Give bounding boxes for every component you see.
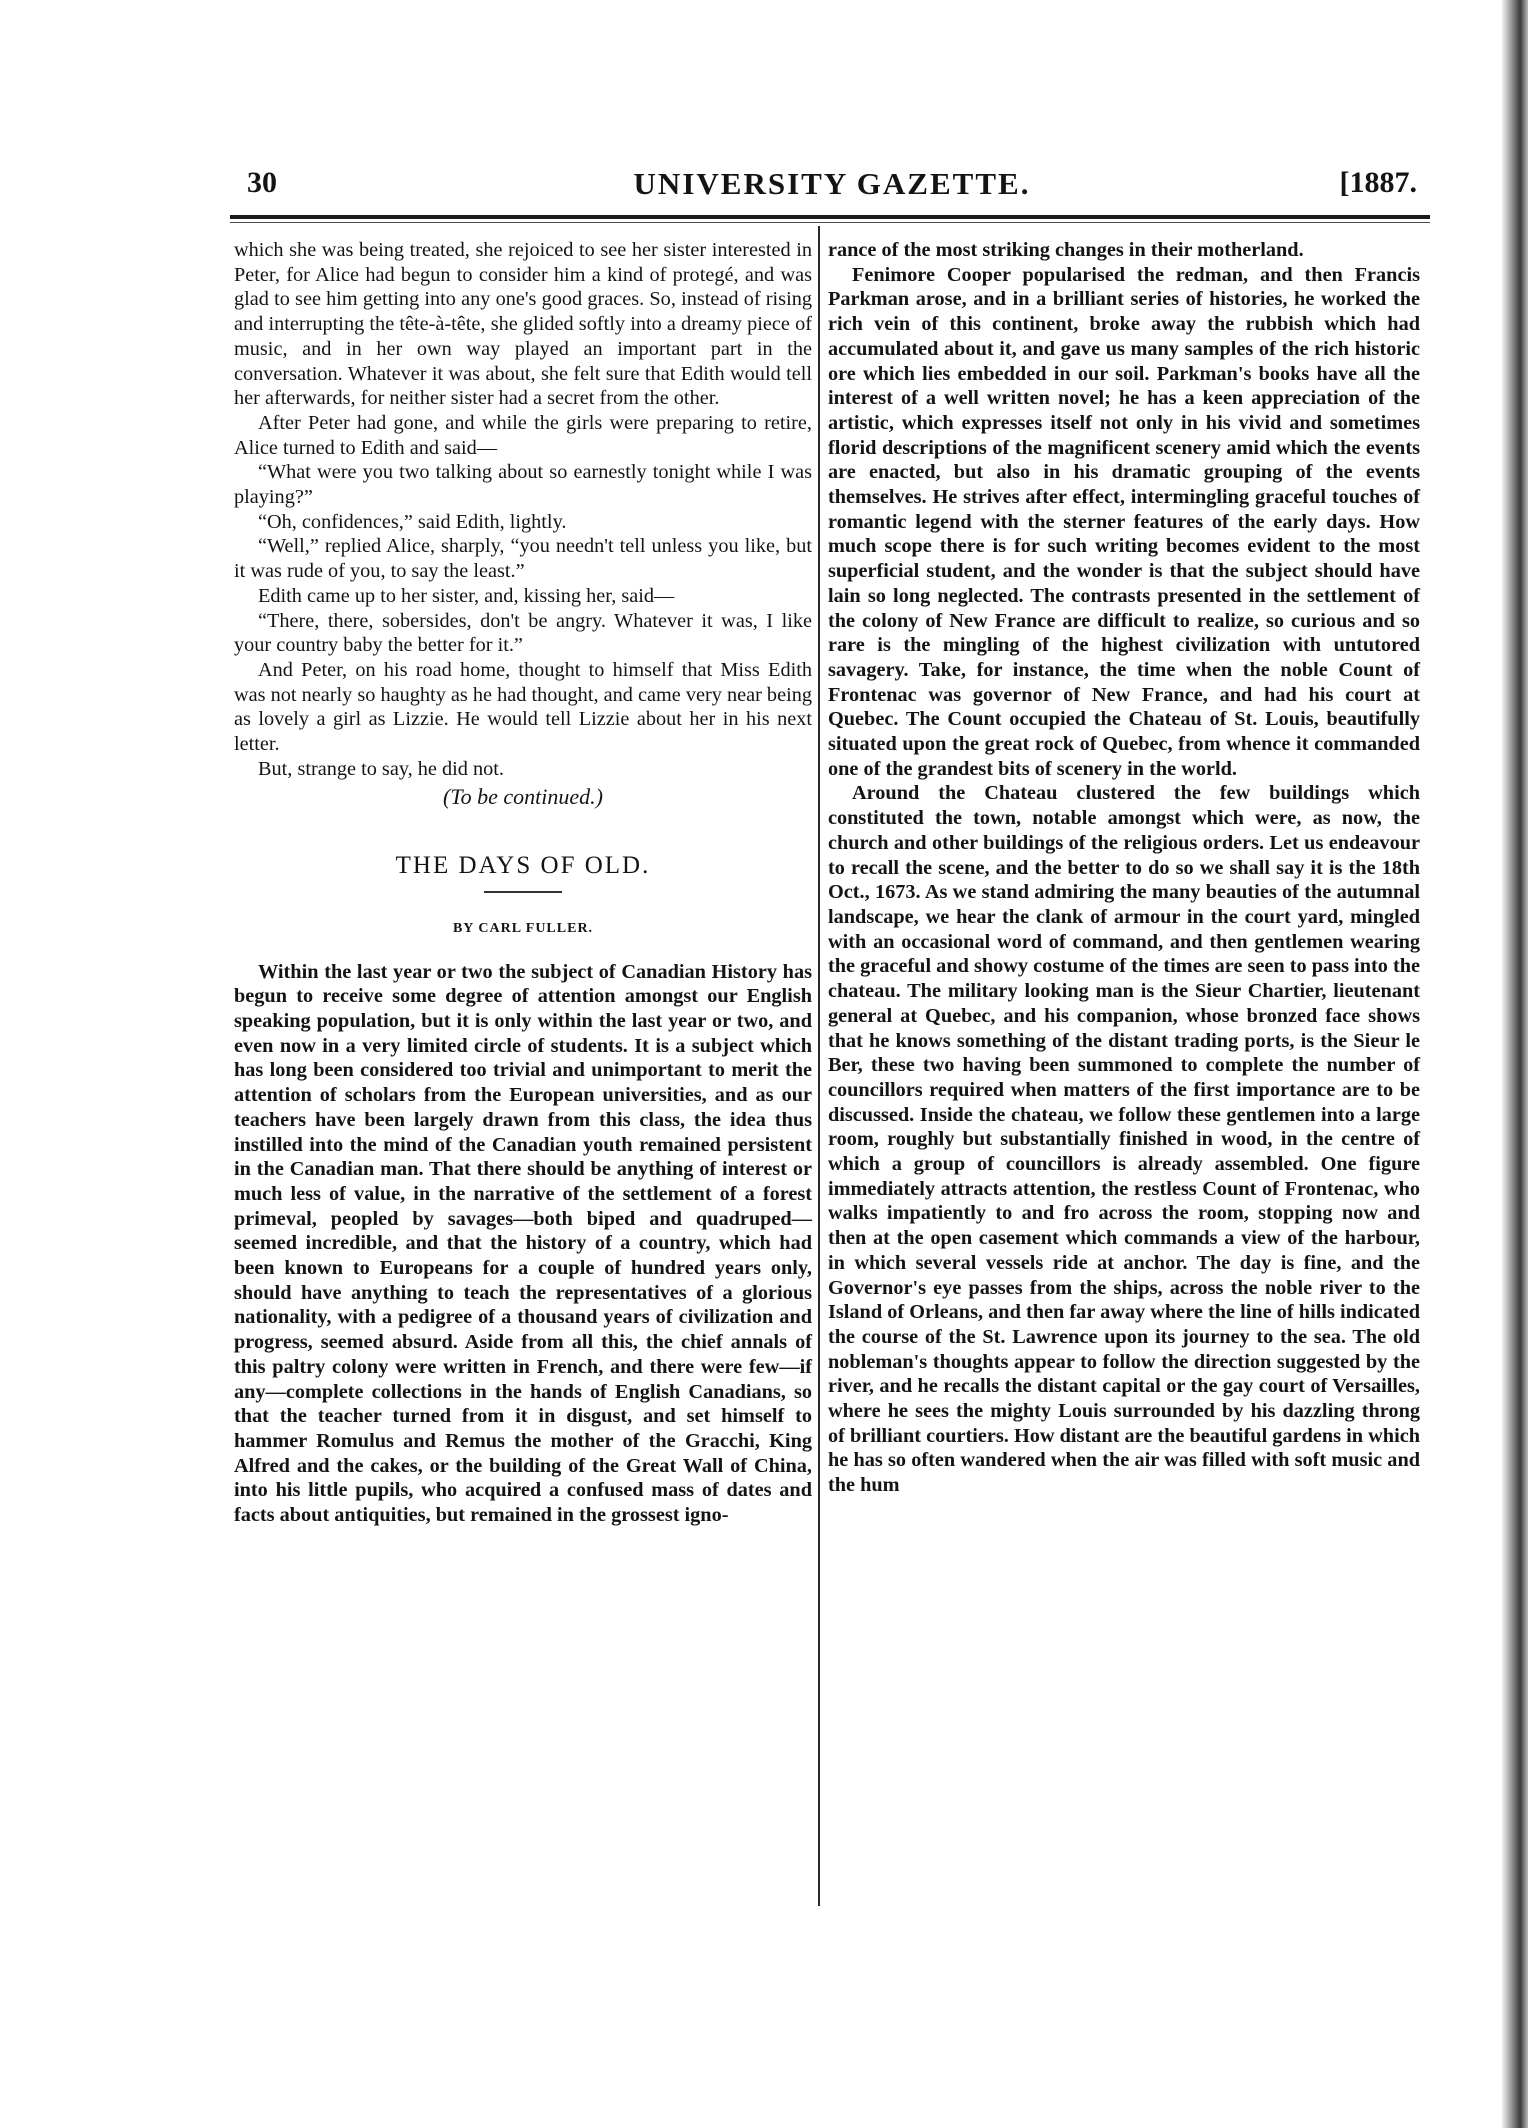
page-number: 30: [247, 166, 277, 199]
article-byline: BY CARL FULLER.: [452, 920, 594, 936]
story-paragraph: “What were you two talking about so earnestly tonight while I was playing?”: [234, 461, 812, 509]
article-paragraph: rance of the most striking changes in their motherland.: [828, 239, 1304, 261]
story-paragraph: But, strange to say, he did not.: [258, 757, 504, 780]
left-column: [234, 238, 812, 1528]
title-rule: [484, 891, 562, 893]
to-be-continued-note: (To be continued.): [443, 784, 603, 810]
story-paragraph: “Oh, confidences,” said Edith, lightly.: [258, 510, 567, 533]
story-paragraph: Edith came up to her sister, and, kissing her, said—: [258, 584, 675, 607]
article-title: THE DAYS OF OLD.: [395, 852, 651, 880]
publication-title: UNIVERSITY GAZETTE.: [633, 166, 1031, 201]
story-paragraph: “There, there, sobersides, don't be angry. Whatever it was, I like your country baby the better for it.”: [234, 609, 812, 657]
header-rule-thick: [230, 215, 1430, 219]
right-column: [828, 238, 1420, 1498]
article-paragraph: Within the last year or two the subject of Canadian History has begun to receive some degree of attention amongst our English speaking population, but it is only within the last year or two, and even now in a very limited circle of students. It is a subject which has long been considered too trivial and unimportant to merit the attention of scholars from the European universities, and as our teachers have been largely drawn from this class, the idea thus instilled into the mind of the Canadian youth remained persistent in the Canadian man. That there should be anything of interest or much less of value, in the narrative of the settlement of a forest primeval, peopled by savages—both biped and quadruped—seemed incredible, and that the history of a country, which had been known to Europeans for a couple of hundred years only, should have anything to teach the representatives of a glorious nationality, with a pedigree of a thousand years of civilization and progress, seemed absurd. Aside from all this, the chief annals of this paltry colony were written in French, and there were few—if any—complete collections in the hands of English Canadians, so that the teacher turned from it in disgust, and set himself to hammer Romulus and Remus the mother of the Gracchi, King Alfred and the cakes, or the building of the Great Wall of China, into his little pupils, who acquired a confused mass of dates and facts about antiquities, but remained in the grossest igno-: [234, 960, 812, 1527]
story-paragraph: And Peter, on his road home, thought to himself that Miss Edith was not nearly so haughty as he had thought, and came very near being as lovely a girl as Lizzie. He would tell Lizzie about her in his next letter.: [234, 658, 812, 756]
article-paragraph: Fenimore Cooper popularised the redman, and then Francis Parkman arose, and in a brilliant series of histories, he worked the rich vein of this continent, broke away the rubbish which had accumulated about it, and gave us many samples of the rich historic ore which lies embedded in our soil. Parkman's books have all the interest of a well written novel; he has a keen appreciation of the artistic, which expresses itself not only in his vivid and sometimes florid descriptions of the magnificent scenery amid which the events are enacted, but also in his dramatic grouping of the events themselves. He strives after effect, intermingling graceful touches of romantic legend with the sterner features of the early days. How much scope there is for such writing becomes evident to the most superficial student, and the wonder is that the subject should have lain so long neglected. The contrasts presented in the settlement of the colony of New France are difficult to realize, so curious and so rare is the mingling of the highest civilization with untutored savagery. Take, for instance, the time when the noble Count of Frontenac was governor of New France, and had his court at Quebec. The Count occupied the Chateau of St. Louis, beautifully situated upon the great rock of Quebec, from whence it commanded one of the grandest bits of scenery in the world.: [828, 263, 1420, 780]
story-paragraph: “Well,” replied Alice, sharply, “you needn't tell unless you like, but it was rude of you, to say the least.”: [234, 535, 812, 583]
story-paragraph: After Peter had gone, and while the girls were preparing to retire, Alice turned to Edith and said—: [234, 411, 812, 459]
header-rule-thin: [230, 222, 1430, 223]
article-paragraph: Around the Chateau clustered the few buildings which constituted the town, notable amongst which were, as now, the church and other buildings of the religious orders. Let us endeavour to recall the scene, and the better to do so we shall say it is the 18th Oct., 1673. As we stand admiring the many beauties of the autumnal landscape, we hear the clank of armour in the court yard, mingled with an occasional word of command, and then gentlemen wearing the graceful and showy costume of the times are seen to pass into the chateau. The military looking man is the Sieur Chartier, lieutenant general at Quebec, and his companion, whose bronzed face shows that he knows something of the distant trading ports, is the Sieur le Ber, these two having been summoned to complete the number of councillors required when matters of the first importance are to be discussed. Inside the chateau, we follow these gentlemen into a large room, roughly but substantially finished in wood, in the centre of which a group of councillors is already assembled. One figure immediately attracts attention, the restless Count of Frontenac, who walks impatiently to and fro across the room, stopping now and then at the open casement which commands a view of the harbour, in which several vessels ride at anchor. The day is fine, and the Governor's eye passes from the ships, across the noble river to the Island of Orleans, and then far away where the line of hills indicated the course of the St. Lawrence upon its journey to the sea. The old nobleman's thoughts appear to follow the direction suggested by the river, and he recalls the distant capital or the gay court of Versailles, where he sees the mighty Louis surrounded by his dazzling throng of brilliant courtiers. How distant are the beautiful gardens in which he has so often wandered when the air was filled with soft music and the hum: [828, 782, 1420, 1497]
page-header: [247, 166, 1417, 210]
story-paragraph: which she was being treated, she rejoiced to see her sister interested in Peter, for Alice had begun to consider him a kind of protegé, and was glad to see him getting into any one's good graces. So, instead of rising and interrupting the tête-à-tête, she glided softly into a dreamy piece of music, and in her own way played an important part in the conversation. Whatever it was about, she felt sure that Edith would tell her afterwards, for neither sister had a secret from the other.: [234, 239, 812, 410]
column-divider: [818, 226, 820, 1906]
issue-year: [1887.: [1339, 166, 1417, 199]
page-edge-shadow: [1502, 0, 1528, 2128]
